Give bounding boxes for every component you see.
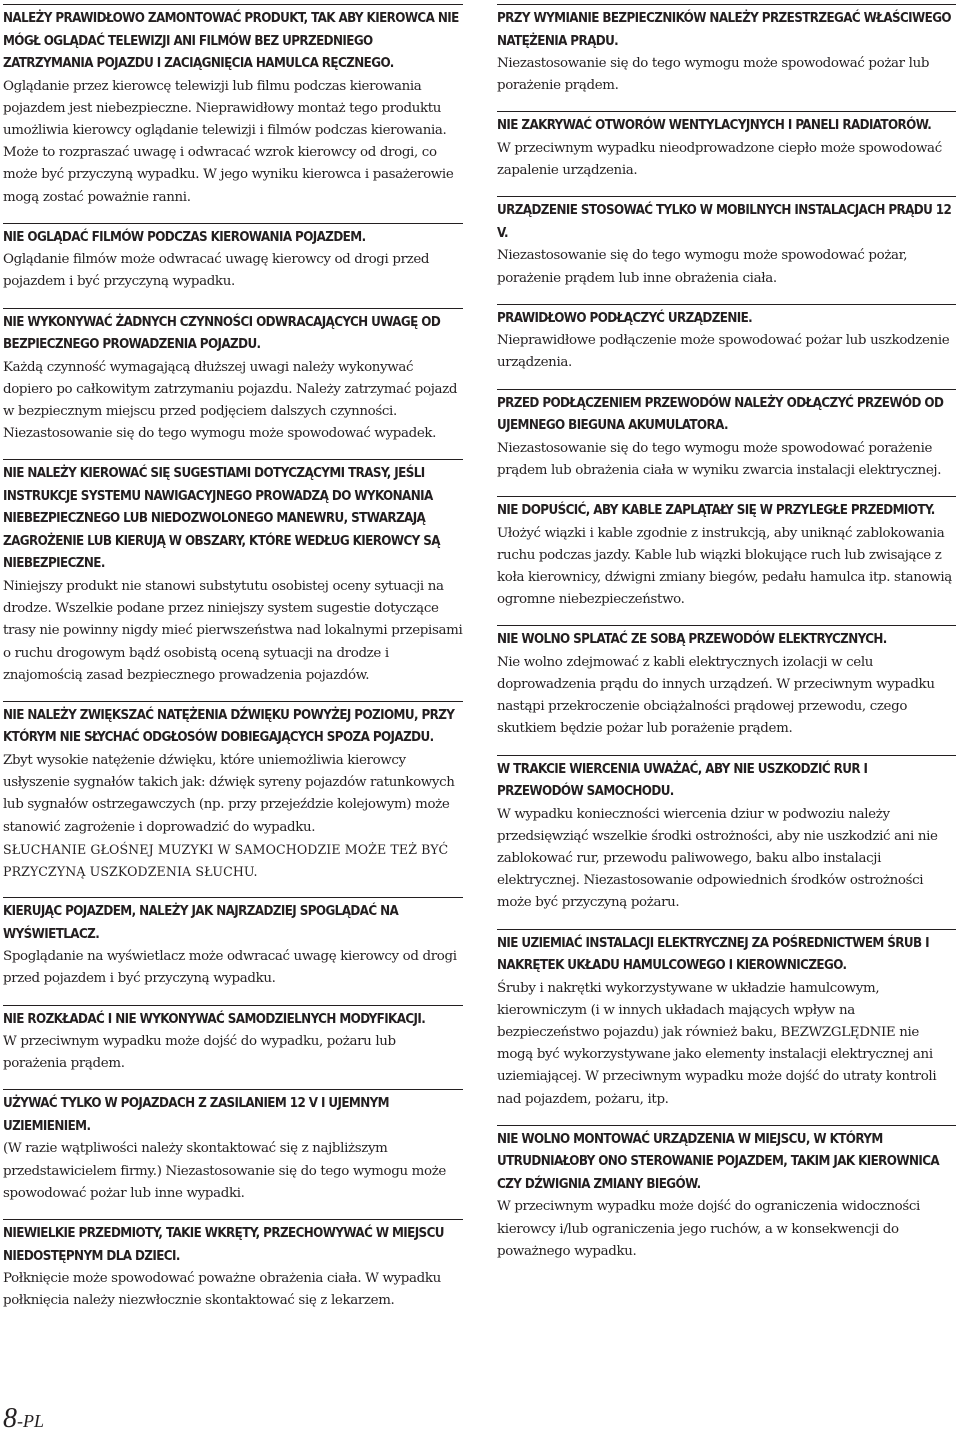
warning-body: Niezastosowanie się do tego wymogu może spowodować pożar lub porażenie prądem. (497, 56, 930, 94)
warning-section (3, 4, 463, 209)
warning-body: (W razie wątpliwości należy skontaktować się z najbliższym przedstawicielem firmy.) Niezastosowanie się do tego wymogu może spowodować pożar lub inne wypadki. (3, 1141, 446, 1201)
warning-body: Nie wolno zdejmować z kabli elektrycznych izolacji w celu doprowadzenia prądu do innych urządzeń. W przeciwnym wypadku nastąpi przekroczenie obciążalności prądowej przewodu, czego skutkiem będzie pożar lub porażenie prądem. (497, 654, 935, 737)
warning-section (3, 1005, 463, 1076)
warning-section (3, 459, 463, 687)
page-language-suffix: -PL (17, 1411, 44, 1431)
warning-body: Oglądanie filmów może odwracać uwagę kierowcy od drogi przed pojazdem i być przyczyną wypadku. (3, 252, 430, 290)
warning-title: NIE WOLNO MONTOWAĆ URZĄDZENIA W MIEJSCU, W KTÓRYM UTRUDNIAŁOBY ONO STEROWANIE POJAZDEM, TAKIM JAK KIEROWNICA CZY DŹWIGNIA ZMIANY BIEGÓW. (497, 1131, 940, 1192)
warning-title: NIE NALEŻY ZWIĘKSZAĆ NATĘŻENIA DŹWIĘKU POWYŻEJ POZIOMU, PRZY KTÓRYM NIE SŁYCHAĆ ODGŁOSÓW DOBIEGAJĄCYCH SPOZA POJAZDU. (3, 707, 455, 746)
warning-section (497, 389, 956, 482)
warning-section (3, 223, 463, 294)
page-number (3, 1403, 44, 1437)
warning-body: Niezastosowanie się do tego wymogu może spowodować pożar, porażenie prądem lub inne obrażenia ciała. (497, 248, 908, 286)
warning-title: PRZY WYMIANIE BEZPIECZNIKÓW NALEŻY PRZESTRZEGAĆ WŁAŚCIWEGO NATĘŻENIA PRĄDU. (497, 11, 951, 49)
warning-body: Niniejszy produkt nie stanowi substytutu osobistej oceny sytuacji na drodze. Wszelkie podane przez niniejszy system sugestie dotyczące trasy nie powinny nigdy mieć pierwszeństwa nad lokalnymi przepisami o ruchu drogowym bądź osobistą oceną sytuacji na drodze i znajomością zasad bezpiecznego prowadzenia pojazdów. (3, 578, 463, 683)
warning-section (497, 496, 956, 611)
warning-body: Zbyt wysokie natężenie dźwięku, które uniemożliwia kierowcy usłyszenie sygnałów takich jak: dźwięk syreny pojazdów ratunkowych lub sygnałów ostrzegawczych (np. przy przejeździe kolejowym) może stanowić zagrożenie i doprowadzić do wypadku. (3, 752, 455, 835)
warning-title: URZĄDZENIE STOSOWAĆ TYLKO W MOBILNYCH INSTALACJACH PRĄDU 12 V. (497, 203, 952, 241)
warning-title: NIEWIELKIE PRZEDMIOTY, TAKIE WKRĘTY, PRZECHOWYWAĆ W MIEJSCU NIEDOSTĘPNYM DLA DZIECI. (3, 1226, 444, 1264)
warning-section (497, 196, 956, 289)
warning-title: W TRAKCIE WIERCENIA UWAŻAĆ, ABY NIE USZKODZIĆ RUR I PRZEWODÓW SAMOCHODU. (497, 761, 868, 800)
warning-title: NIE NALEŻY KIEROWAĆ SIĘ SUGESTIAMI DOTYCZĄCYMI TRASY, JEŚLI INSTRUKCJE SYSTEMU NAWIGACYJNEGO PROWADZĄ DO WYKONANIA NIEBEZPIECZNEGO LUB NIEDOZWOLONEGO MANEWRU, STWARZAJĄ ZAGROŻENIE LUB KIERUJĄ W OBSZARY, KTÓRE WEDŁUG KIEROWCY SĄ NIEBEZPIECZNE. (3, 466, 440, 572)
warning-body: Śruby i nakrętki wykorzystywane w układzie hamulcowym, kierowniczym (i w innych układach mających wpływ na bezpieczeństwo pojazdu) jak również baku, BEZWZGLĘDNIE nie mogą być wykorzystywane jako elementy instalacji elektrycznej ani uziemiającej. W przeciwnym wypadku może dojść do utraty kontroli nad pojazdem, pożaru, itp. (497, 980, 937, 1107)
right-column (497, 4, 956, 1277)
warning-section (497, 625, 956, 740)
page-number-value: 8 (3, 1403, 17, 1434)
warning-title: NALEŻY PRAWIDŁOWO ZAMONTOWAĆ PRODUKT, TAK ABY KIEROWCA NIE MÓGŁ OGLĄDAĆ TELEWIZJI ANI FILMÓW BEZ UPRZEDNIEGO ZATRZYMANIA POJAZDU I ZACIĄGNIĘCIA HAMULCA RĘCZNEGO. (3, 11, 459, 71)
warning-body: W przeciwnym wypadku może dojść do wypadku, pożaru lub porażenia prądem. (3, 1034, 396, 1072)
warning-title: UŻYWAĆ TYLKO W POJAZDACH Z ZASILANIEM 12 V I UJEMNYM UZIEMIENIEM. (3, 1096, 389, 1134)
warning-title: NIE UZIEMIAĆ INSTALACJI ELEKTRYCZNEJ ZA POŚREDNICTWEM ŚRUB I NAKRĘTEK UKŁADU HAMULCOWEGO I KIEROWNICZEGO. (497, 935, 929, 974)
warning-body: Ułożyć wiązki i kable zgodnie z instrukcją, aby uniknąć zablokowania ruchu podczas jazdy. Kable lub wiązki blokujące ruch lub zwisające z koła kierownicy, dźwigni zmiany biegów, pedału hamulca itp. stanowią ogromne niebezpieczeństwo. (497, 525, 952, 608)
warning-section (3, 897, 463, 990)
warning-section (3, 308, 463, 446)
warning-section (497, 1125, 956, 1263)
warning-section (3, 701, 463, 883)
warning-body: Nieprawidłowe podłączenie może spowodować pożar lub uszkodzenie urządzenia. (497, 333, 950, 371)
warning-section (497, 755, 956, 915)
warning-section (497, 929, 956, 1111)
warning-title: NIE WYKONYWAĆ ŻADNYCH CZYNNOŚCI ODWRACAJĄCYCH UWAGĘ OD BEZPIECZNEGO PROWADZENIA POJAZDU. (3, 314, 441, 353)
warning-body: W przeciwnym wypadku może dojść do ograniczenia widoczności kierowcy i/lub ograniczenia jego ruchów, a w konsekwencji do poważnego wypadku. (497, 1199, 920, 1259)
warning-title: NIE DOPUŚCIĆ, ABY KABLE ZAPLĄTAŁY SIĘ W PRZYLEGŁE PRZEDMIOTY. (497, 503, 935, 519)
warning-title: NIE WOLNO SPLATAĆ ZE SOBĄ PRZEWODÓW ELEKTRYCZNYCH. (497, 632, 887, 648)
warning-title: PRZED PODŁĄCZENIEM PRZEWODÓW NALEŻY ODŁĄCZYĆ PRZEWÓD OD UJEMNEGO BIEGUNA AKUMULATORA. (497, 395, 944, 434)
warning-body: Połknięcie może spowodować poważne obrażenia ciała. W wypadku połknięcia należy niezwłocznie skontaktować się z lekarzem. (3, 1271, 441, 1309)
warning-body: W wypadku konieczności wiercenia dziur w podwoziu należy przedsięwziąć wszelkie środki ostrożności, aby nie uszkodzić ani nie zablokować rur, przewodu paliwowego, baku albo instalacji elektrycznej. Niezastosowanie odpowiednich środków ostrożności może być przyczyną pożaru. (497, 806, 938, 911)
warning-title: KIERUJĄC POJAZDEM, NALEŻY JAK NAJRZADZIEJ SPOGLĄDAĆ NA WYŚWIETLACZ. (3, 904, 399, 942)
warning-title: NIE ROZKŁADAĆ I NIE WYKONYWAĆ SAMODZIELNYCH MODYFIKACJI. (3, 1011, 426, 1027)
warning-body: Spoglądanie na wyświetlacz może odwracać uwagę kierowcy od drogi przed pojazdem i być przyczyną wypadku. (3, 949, 457, 987)
warning-body: Niezastosowanie się do tego wymogu może spowodować porażenie prądem lub obrażenia ciała w wyniku zwarcia instalacji elektrycznej. (497, 440, 942, 478)
warning-title: NIE ZAKRYWAĆ OTWORÓW WENTYLACYJNYCH I PANELI RADIATORÓW. (497, 118, 932, 134)
warning-note: SŁUCHANIE GŁOŚNEJ MUZYKI W SAMOCHODZIE MOŻE TEŻ BYĆ PRZYCZYNĄ USZKODZENIA SŁUCHU. (3, 841, 449, 879)
warning-body: W przeciwnym wypadku nieodprowadzone ciepło może spowodować zapalenie urządzenia. (497, 140, 942, 179)
warning-section (3, 1089, 463, 1205)
warning-title: PRAWIDŁOWO PODŁĄCZYĆ URZĄDZENIE. (497, 310, 753, 326)
warning-section (497, 4, 956, 97)
warning-body: Oglądanie przez kierowcę telewizji lub filmu podczas kierowania pojazdem jest niebezpieczne. Nieprawidłowy montaż tego produktu umożliwia kierowcy oglądanie telewizji i filmów podczas kierowania. Może to rozpraszać uwagę i odwracać wzrok kierowcy od drogi, co może być przyczyną wypadku. W jego wyniku kierowca i pasażerowie mogą zostać poważnie ranni. (3, 78, 454, 205)
left-column (3, 4, 463, 1327)
warning-section (3, 1219, 463, 1312)
warning-body: Każdą czynność wymagającą dłuższej uwagi należy wykonywać dopiero po całkowitym zatrzymaniu pojazdu. Należy zatrzymać pojazd w bezpiecznym miejscu przed podjęciem dalszych czynności. Niezastosowanie się do tego wymogu może spowodować wypadek. (3, 359, 458, 442)
warning-title: NIE OGLĄDAĆ FILMÓW PODCZAS KIEROWANIA POJAZDEM. (3, 229, 366, 245)
warning-section (497, 304, 956, 375)
warning-section (497, 111, 956, 182)
